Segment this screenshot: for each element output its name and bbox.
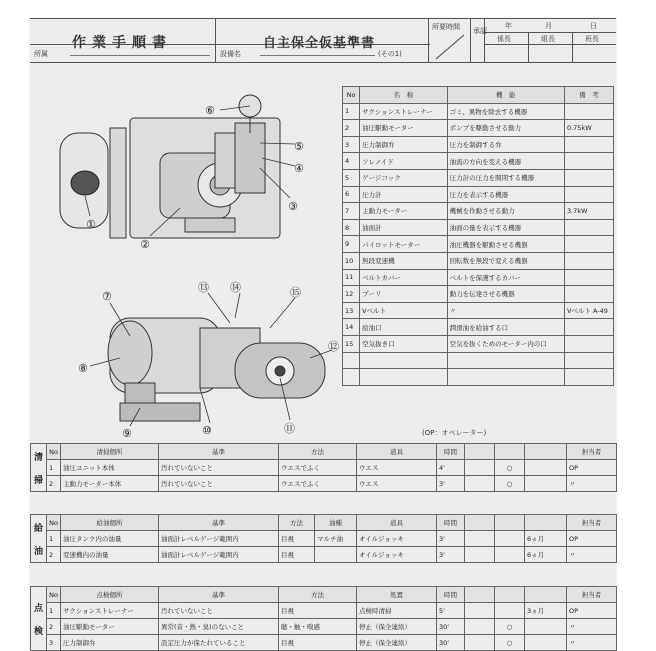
table-row: 2 変速機内の油量 油面計レベルゲージ範囲内 目視 オイルジョッキ 3' 6ヵ月 〃: [31, 547, 617, 563]
day-label: 日: [590, 22, 597, 30]
parts-cell-no: 10: [343, 252, 360, 269]
parts-cell-name: Vベルト: [360, 302, 448, 319]
parts-cell-func: 機械を作動させる動力: [447, 203, 564, 220]
parts-cell-func: 圧力計の圧力を開閉する機器: [447, 169, 564, 186]
callout-14: ⑭: [230, 281, 241, 294]
cleaning-col-no: No: [47, 444, 61, 460]
col-no: No: [343, 87, 360, 104]
parts-cell-note: 3.7kW: [564, 203, 613, 220]
parts-row: [343, 286, 614, 303]
lub-col-method: 方法: [279, 515, 315, 531]
callout-5: ⑤: [294, 140, 304, 153]
parts-cell-name: ゲージコック: [360, 169, 448, 186]
lub-col-tool: 道具: [357, 515, 437, 531]
parts-cell-no: [343, 369, 360, 386]
parts-cell-no: 7: [343, 203, 360, 220]
role-2: 組長: [541, 35, 555, 43]
parts-cell-note: [564, 269, 613, 286]
parts-cell-name: 圧力計: [360, 186, 448, 203]
parts-cell-func: 空気を抜くためのモーター内の口: [447, 335, 564, 352]
parts-cell-note: [564, 319, 613, 336]
lub-col-no: No: [47, 515, 61, 531]
parts-cell-func: [447, 369, 564, 386]
parts-cell-no: 9: [343, 236, 360, 253]
parts-cell-func: 油圧機器を駆動させる機器: [447, 236, 564, 253]
cleaning-col-resp: 担当者: [567, 444, 617, 460]
parts-row: [343, 153, 614, 170]
cleaning-col-time: 時間: [437, 444, 465, 460]
cleaning-header-row: [31, 444, 617, 460]
parts-header-row: [343, 87, 614, 104]
document-sheet: [30, 18, 616, 649]
parts-cell-note: [564, 236, 613, 253]
parts-row: [343, 252, 614, 269]
role-1: 係長: [497, 35, 511, 43]
callout-13: ⑬: [198, 281, 209, 294]
parts-cell-name: 圧力制御弁: [360, 136, 448, 153]
parts-cell-func: 〃: [447, 302, 564, 319]
callout-6: ⑥: [205, 104, 215, 117]
operator-note: (OP：オペレーター): [422, 429, 487, 437]
parts-cell-note: [564, 252, 613, 269]
parts-cell-func: 回転数を無段で変える機器: [447, 252, 564, 269]
parts-row: [343, 203, 614, 220]
table-row: 2 主動力モーター本体 汚れていないこと ウエスでふく ウエス 3' ○ 〃: [31, 476, 617, 492]
parts-cell-name: ソレノイド: [360, 153, 448, 170]
parts-cell-note: [564, 286, 613, 303]
callout-3: ③: [288, 200, 298, 213]
parts-cell-name: 給油口: [360, 319, 448, 336]
time-slash: [430, 31, 470, 61]
parts-cell-no: 8: [343, 219, 360, 236]
parts-row: [343, 302, 614, 319]
parts-cell-note: [564, 186, 613, 203]
dept-label: 所属: [34, 50, 48, 58]
table-row: 3 圧力制御弁 設定圧力が保たれていること 目視 停止（保全連絡） 30' ○ 〃: [31, 635, 617, 651]
approval-label: 承認: [473, 27, 487, 35]
cleaning-col-standard: 基準: [159, 444, 279, 460]
col-name: 名 称: [360, 87, 448, 104]
col-note: 備 考: [564, 87, 613, 104]
parts-cell-note: [564, 335, 613, 352]
sheet-number: (その1): [378, 50, 402, 58]
parts-cell-name: 空気抜き口: [360, 335, 448, 352]
col-function: 機 能: [447, 87, 564, 104]
parts-row: [343, 269, 614, 286]
parts-row: [343, 335, 614, 352]
callout-15: ⑮: [290, 286, 301, 299]
callout-2: ②: [140, 238, 150, 251]
parts-row: [343, 103, 614, 120]
parts-cell-name: サクションストレーナー: [360, 103, 448, 120]
lubrication-side-label: 給 油: [31, 515, 47, 563]
parts-cell-func: ベルトを保護するカバー: [447, 269, 564, 286]
parts-cell-name: 油面計: [360, 219, 448, 236]
parts-row: [343, 236, 614, 253]
parts-cell-no: 12: [343, 286, 360, 303]
parts-cell-note: [564, 153, 613, 170]
equipment-label: 設備名: [220, 50, 241, 58]
cleaning-col-place: 清掃個所: [61, 444, 159, 460]
parts-cell-no: 13: [343, 302, 360, 319]
parts-cell-note: [564, 369, 613, 386]
parts-cell-name: 無段変速機: [360, 252, 448, 269]
table-row: 1 サクションストレーナー 汚れていないこと 目視 点検時清掃 5' 3ヵ月 OP: [31, 603, 617, 619]
parts-row: [343, 136, 614, 153]
parts-cell-name: 油圧駆動モーター: [360, 120, 448, 137]
parts-cell-func: 圧力を制御する弁: [447, 136, 564, 153]
parts-cell-no: 2: [343, 120, 360, 137]
parts-cell-note: [564, 136, 613, 153]
parts-row: [343, 120, 614, 137]
cleaning-side-label: 清 掃: [31, 444, 47, 492]
equipment-illustration: [50, 88, 340, 438]
parts-cell-func: ゴミ、異物を除去する機器: [447, 103, 564, 120]
callout-1: ①: [86, 218, 96, 231]
parts-cell-no: 1: [343, 103, 360, 120]
parts-cell-no: 11: [343, 269, 360, 286]
insp-col-place: 点検個所: [61, 587, 159, 603]
lub-col-place: 給油個所: [61, 515, 159, 531]
callout-9: ⑨: [122, 427, 132, 438]
year-label: 年: [505, 22, 512, 30]
cleaning-col-method: 方法: [279, 444, 357, 460]
parts-cell-note: [564, 352, 613, 369]
inspection-header-row: [31, 587, 617, 603]
lub-col-time: 時間: [437, 515, 465, 531]
parts-cell-name: [360, 352, 448, 369]
insp-col-no: No: [47, 587, 61, 603]
parts-row: [343, 186, 614, 203]
cleaning-table: [30, 443, 617, 492]
required-time-label: 所要時間: [432, 23, 460, 31]
table-row: 2 油圧駆動モーター 異常(音・熱・臭)のないこと 聴・触・嗅感 停止（保全連絡） 30' ○ 〃: [31, 619, 617, 635]
parts-row: [343, 319, 614, 336]
header: [30, 18, 616, 62]
inspection-side-label: 点 検: [31, 587, 47, 651]
callout-12: ⑫: [328, 340, 339, 353]
inspection-table: [30, 586, 617, 651]
parts-cell-func: [447, 352, 564, 369]
hydraulic-unit-drawing: [60, 95, 280, 238]
lub-col-standard: 基準: [159, 515, 279, 531]
parts-cell-note: [564, 219, 613, 236]
lub-col-oil: 油種: [315, 515, 357, 531]
parts-cell-name: 主動力モーター: [360, 203, 448, 220]
parts-cell-note: Vベルト A-49: [564, 302, 613, 319]
parts-cell-func: 動力を伝達させる機器: [447, 286, 564, 303]
parts-cell-no: 15: [343, 335, 360, 352]
insp-col-standard: 基準: [159, 587, 279, 603]
parts-cell-name: パイロットモーター: [360, 236, 448, 253]
parts-cell-note: [564, 169, 613, 186]
parts-cell-no: 4: [343, 153, 360, 170]
parts-cell-no: [343, 352, 360, 369]
parts-table: [342, 86, 614, 386]
insp-col-action: 処置: [357, 587, 437, 603]
parts-cell-func: 圧力を表示する機器: [447, 186, 564, 203]
lub-col-resp: 担当者: [567, 515, 617, 531]
parts-cell-name: プーリ: [360, 286, 448, 303]
callout-11: ⑪: [284, 422, 295, 435]
parts-cell-no: 5: [343, 169, 360, 186]
parts-cell-no: 14: [343, 319, 360, 336]
callout-8: ⑧: [78, 362, 88, 375]
parts-cell-func: 潤滑油を給油する口: [447, 319, 564, 336]
parts-row: [343, 219, 614, 236]
parts-row: [343, 369, 614, 386]
table-row: 1 油圧タンク内の油量 油面計レベルゲージ範囲内 目視 マルチ油 オイルジョッキ 3' 6ヵ月 OP: [31, 531, 617, 547]
insp-col-time: 時間: [437, 587, 465, 603]
callout-10: ⑩: [202, 424, 212, 437]
lubrication-header-row: [31, 515, 617, 531]
parts-cell-name: ベルトカバー: [360, 269, 448, 286]
parts-row: [343, 352, 614, 369]
parts-cell-no: 6: [343, 186, 360, 203]
parts-row: [343, 169, 614, 186]
parts-cell-no: 3: [343, 136, 360, 153]
parts-cell-func: 油流の方向を変える機器: [447, 153, 564, 170]
table-row: 1 油圧ユニット本体 汚れていないこと ウエスでふく ウエス 4' ○ OP: [31, 460, 617, 476]
drive-unit-drawing: [108, 318, 325, 421]
insp-col-resp: 担当者: [567, 587, 617, 603]
parts-cell-func: ポンプを駆動させる動力: [447, 120, 564, 137]
cleaning-col-tool: 道具: [357, 444, 437, 460]
role-3: 班長: [585, 35, 599, 43]
parts-cell-note: [564, 103, 613, 120]
insp-col-method: 方法: [279, 587, 357, 603]
month-label: 月: [545, 22, 552, 30]
parts-cell-name: [360, 369, 448, 386]
parts-cell-func: 油面の量を表示する機器: [447, 219, 564, 236]
standard-title: 自主保全仮基準書: [263, 36, 376, 51]
lubrication-table: [30, 514, 617, 563]
parts-cell-note: 0.75kW: [564, 120, 613, 137]
document-title: 作業手順書: [72, 35, 172, 51]
callout-4: ④: [294, 162, 304, 175]
callout-7: ⑦: [102, 290, 112, 303]
